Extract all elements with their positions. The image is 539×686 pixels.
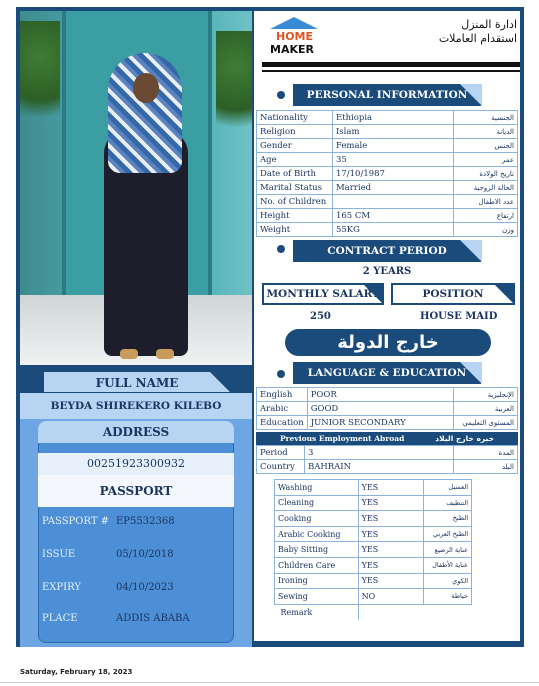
field-label-arabic: الحالة الزوجية [454, 181, 518, 195]
field-label-arabic: عمر [454, 153, 518, 167]
field-value: YES [358, 480, 424, 496]
skill-row [275, 557, 472, 573]
field-label: Marital Status [257, 181, 333, 195]
field-label: Ironing [275, 573, 359, 589]
field-label: Arabic [257, 402, 308, 416]
field-label-arabic: التنظيف [424, 495, 472, 511]
field-label-arabic: عدد الاطفال [454, 195, 518, 209]
field-label: Sewing [275, 589, 359, 605]
skill-row [275, 542, 472, 558]
passport-field-label: EXPIRY [42, 582, 81, 593]
personal-info-row [257, 153, 518, 167]
field-label: English [257, 388, 308, 402]
skills-table [274, 479, 472, 620]
field-label-arabic: الجنس [454, 139, 518, 153]
position-value: HOUSE MAID [420, 311, 498, 322]
field-label-arabic: الغسيل [424, 480, 472, 496]
field-value: YES [358, 495, 424, 511]
personal-info-row [257, 223, 518, 237]
previous-employment-row [257, 460, 518, 474]
field-label-arabic: عناية الأطفال [424, 557, 472, 573]
field-value: GOOD [307, 402, 454, 416]
field-value: Ethiopia [332, 111, 453, 125]
field-label: Gender [257, 139, 333, 153]
field-label-arabic: المدة [454, 446, 518, 460]
personal-info-table [256, 110, 518, 237]
field-value: YES [358, 526, 424, 542]
field-value: 35 [332, 153, 453, 167]
field-value: 17/10/1987 [332, 167, 453, 181]
field-label: Children Care [275, 557, 359, 573]
field-label-arabic: الجنسية [454, 111, 518, 125]
field-label-arabic: تاريخ الولادة [454, 167, 518, 181]
field-label: Country [257, 460, 305, 474]
passport-expiry-row [42, 580, 232, 596]
field-label: No. of Children [257, 195, 333, 209]
field-label: Period [257, 446, 305, 460]
field-label: Washing [275, 480, 359, 496]
field-label-arabic: الإنجليزية [454, 388, 518, 402]
personal-info-heading: PERSONAL INFORMATION [293, 84, 481, 106]
contract-period-value: 2 YEARS [362, 266, 412, 277]
field-value: Married [332, 181, 453, 195]
passport-field-label: PASSPORT # [42, 516, 110, 527]
field-label-arabic: خياطة [424, 589, 472, 605]
field-value: POOR [307, 388, 454, 402]
full-name-label: FULL NAME [43, 371, 231, 393]
remark-label: Remark [275, 604, 359, 620]
previous-employment-row [257, 446, 518, 460]
field-value: Female [332, 139, 453, 153]
field-label: Cooking [275, 511, 359, 527]
field-value [332, 195, 453, 209]
field-label: Cleaning [275, 495, 359, 511]
field-label-arabic: ارتفاع [454, 209, 518, 223]
field-label: Nationality [257, 111, 333, 125]
field-label-arabic: البلد [454, 460, 518, 474]
field-label-arabic: الطبخ العربي [424, 526, 472, 542]
field-label: Arabic Cooking [275, 526, 359, 542]
candidate-photo [20, 11, 252, 365]
passport-field-value: 04/10/2023 [116, 582, 174, 593]
passport-field-value: ADDIS ABABA [116, 613, 190, 624]
personal-info-row [257, 167, 518, 181]
passport-place-row [42, 611, 232, 627]
passport-label: PASSPORT [38, 475, 234, 507]
homemaker-logo: HOME MAKER [266, 17, 328, 57]
address-label: ADDRESS [38, 421, 234, 443]
language-education-heading: LANGUAGE & EDUCATION [293, 362, 481, 384]
page-divider [0, 682, 539, 683]
personal-info-row [257, 139, 518, 153]
skill-row [275, 526, 472, 542]
field-label-arabic: العربية [454, 402, 518, 416]
passport-number-row [42, 514, 232, 530]
passport-field-value: 05/10/2018 [116, 549, 174, 560]
passport-field-value: EP5532368 [116, 516, 175, 527]
personal-info-row [257, 125, 518, 139]
passport-field-label: ISSUE [42, 549, 76, 560]
bullet-icon [277, 91, 285, 99]
field-value: NO [358, 589, 424, 605]
field-value: YES [358, 573, 424, 589]
full-name-value: BEYDA SHIREKERO KILEBO [20, 393, 252, 419]
field-label-arabic: الديانة [454, 125, 518, 139]
header-divider-thin [262, 70, 520, 72]
language-row [257, 388, 518, 402]
previous-employment-table [256, 445, 518, 474]
field-label: Height [257, 209, 333, 223]
field-value: 3 [304, 446, 453, 460]
passport-field-label: PLACE [42, 613, 78, 624]
field-label-arabic: عناية الرضيع [424, 542, 472, 558]
personal-info-row [257, 111, 518, 125]
personal-info-row [257, 181, 518, 195]
field-value: BAHRAIN [304, 460, 453, 474]
contract-period-heading: CONTRACT PERIOD [293, 240, 481, 262]
passport-issue-row [42, 547, 232, 563]
field-label-arabic: الطبخ [424, 511, 472, 527]
field-value: 165 CM [332, 209, 453, 223]
position-label: POSITION [391, 283, 515, 305]
monthly-salary-label: MONTHLY SALARY [262, 283, 384, 305]
personal-info-row [257, 195, 518, 209]
skill-row [275, 480, 472, 496]
personal-info-row [257, 209, 518, 223]
field-value: JUNIOR SECONDARY [307, 416, 454, 430]
bullet-icon [277, 370, 285, 378]
field-label-arabic: وزن [454, 223, 518, 237]
remark-row [275, 604, 472, 620]
field-value: YES [358, 542, 424, 558]
arabic-title: ادارة المنزل استقدام العاملات [438, 18, 517, 45]
skill-row [275, 511, 472, 527]
field-label: Baby Sitting [275, 542, 359, 558]
field-label: Age [257, 153, 333, 167]
salary-value: 250 [310, 311, 331, 322]
field-label: Weight [257, 223, 333, 237]
header-divider [262, 62, 520, 67]
field-label: Date of Birth [257, 167, 333, 181]
language-row [257, 402, 518, 416]
language-row [257, 416, 518, 430]
field-value: 55KG [332, 223, 453, 237]
abroad-banner: خارج الدولة [285, 329, 491, 356]
print-date: Saturday, February 18, 2023 [20, 668, 133, 676]
skill-row [275, 589, 472, 605]
field-label: Education [257, 416, 308, 430]
address-value: 00251923300932 [38, 453, 234, 475]
field-label: Religion [257, 125, 333, 139]
previous-employment-heading: Previous Employment Abroad خبره خارج البلاد [256, 432, 518, 445]
field-label-arabic: الكوي [424, 573, 472, 589]
skill-row [275, 573, 472, 589]
field-value: YES [358, 557, 424, 573]
field-value: Islam [332, 125, 453, 139]
field-label-arabic: المستوى التعليمي [454, 416, 518, 430]
house-roof-icon [270, 17, 318, 29]
field-value: YES [358, 511, 424, 527]
skill-row [275, 495, 472, 511]
bullet-icon [277, 245, 285, 253]
language-table [256, 387, 518, 430]
